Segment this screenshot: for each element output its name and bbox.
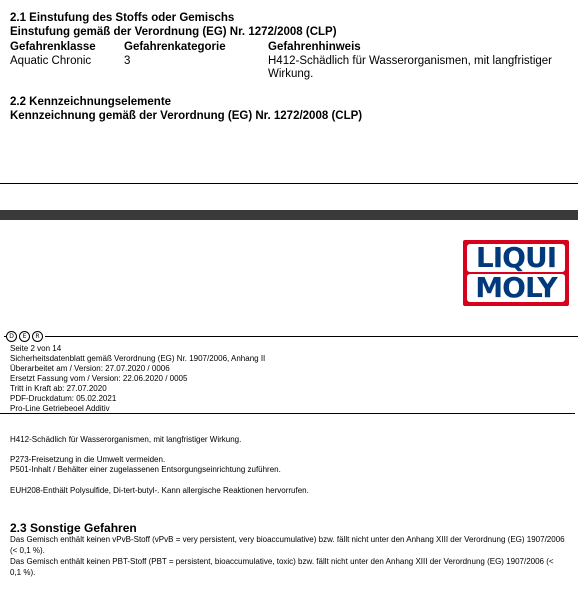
logo-line-1: LIQUI <box>475 244 557 272</box>
section-2-1-subheading: Einstufung gemäß der Verordnung (EG) Nr. 1272/2008 (CLP) <box>10 26 337 38</box>
statement-euh208: EUH208-Enthält Polysulfide, Di-tert-butyl-. Kann allergische Reaktionen hervorrufen. <box>10 486 309 495</box>
page-control-r[interactable]: R <box>32 331 43 342</box>
page-control-d[interactable]: D <box>6 331 17 342</box>
regulation-line: Sicherheitsdatenblatt gemäß Verordnung (EG) Nr. 1907/2006, Anhang II <box>10 354 266 363</box>
print-date-line: PDF-Druckdatum: 05.02.2021 <box>10 394 117 403</box>
table-header-statement: Gefahrenhinweis <box>268 41 361 53</box>
table-header-category: Gefahrenkategorie <box>124 41 226 53</box>
replaced-line: Ersetzt Fassung vom / Version: 22.06.2020 / 0005 <box>10 374 188 383</box>
table-cell-category: 3 <box>124 55 131 67</box>
section-2-3-para-pbt: Das Gemisch enthält keinen PBT-Stoff (PBT = persistent, bioaccumulative, toxic) bzw. fällt nicht unter den Anhang XIII der Verordnung (EG) 1907/2006 (< 0,1 %). <box>10 557 554 577</box>
logo-line-2: MOLY <box>475 274 557 302</box>
section-2-2-subheading: Kennzeichnung gemäß der Verordnung (EG) Nr. 1272/2008 (CLP) <box>10 110 363 122</box>
header-bottom-rule <box>0 413 575 414</box>
table-header-class: Gefahrenklasse <box>10 41 96 53</box>
page-end-rule <box>0 183 578 184</box>
effective-line: Tritt in Kraft ab: 27.07.2020 <box>10 384 107 393</box>
liqui-moly-logo <box>463 240 569 306</box>
controls-line-right <box>45 336 578 337</box>
statement-p273: P273-Freisetzung in die Umwelt vermeiden. <box>10 455 166 464</box>
statement-p501: P501-Inhalt / Behälter einer zugelassenen Entsorgungseinrichtung zuführen. <box>10 465 281 474</box>
section-2-2-heading: 2.2 Kennzeichnungselemente <box>10 96 172 108</box>
revised-line: Überarbeitet am / Version: 27.07.2020 / 0006 <box>10 364 170 373</box>
table-cell-statement: H412-Schädlich für Wasserorganismen, mit langfristiger Wirkung. <box>268 55 552 80</box>
page-control-e[interactable]: E <box>19 331 30 342</box>
section-2-3-heading: 2.3 Sonstige Gefahren <box>10 521 137 535</box>
page-separator-bar <box>0 210 578 220</box>
section-2-3-para-vpvb: Das Gemisch enthält keinen vPvB-Stoff (vPvB = very persistent, very bioaccumulative) bzw. fällt nicht unter den Anhang XIII der Verordnung (EG) 1907/2006 (< 0,1 %). <box>10 535 565 555</box>
statement-h412: H412-Schädlich für Wasserorganismen, mit langfristiger Wirkung. <box>10 435 242 444</box>
section-2-1-heading: 2.1 Einstufung des Stoffs oder Gemischs <box>10 12 235 24</box>
page-number: Seite 2 von 14 <box>10 344 62 353</box>
product-name: Pro-Line Getriebeoel Additiv <box>10 404 110 413</box>
table-cell-class: Aquatic Chronic <box>10 55 92 67</box>
